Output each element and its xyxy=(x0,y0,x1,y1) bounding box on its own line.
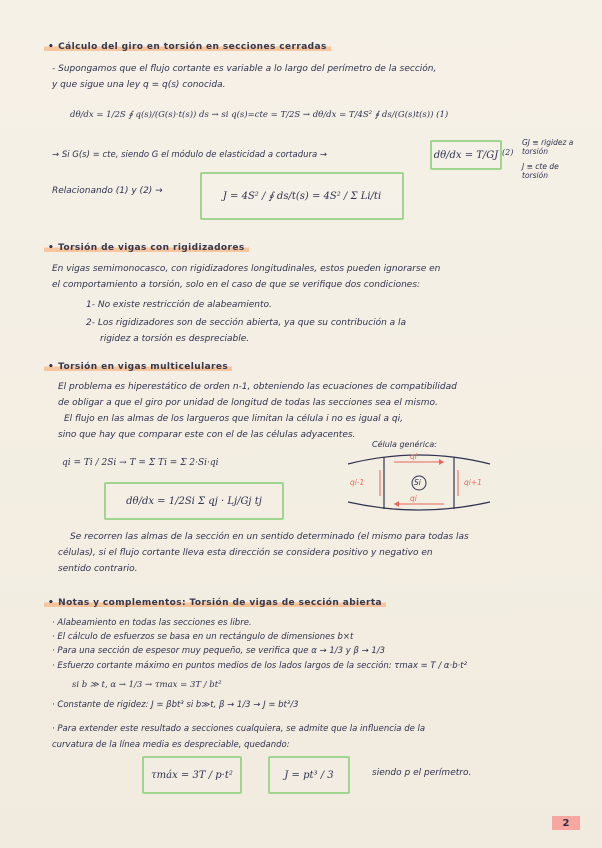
cell-label-left: qi-1 xyxy=(350,478,365,487)
box-J-formula: J = 4S² / ∮ ds/t(s) = 4S² / Σ Li/ti xyxy=(200,172,404,220)
cell-label-right: qi+1 xyxy=(464,478,482,487)
page-number: 2 xyxy=(552,816,580,830)
s3-line4: sino que hay que comparar este con el de las células adyacentes. xyxy=(58,430,356,440)
arrowhead-top xyxy=(439,459,444,465)
s3-line2: de obligar a que el giro por unidad de longitud de todas las secciones sea el mismo. xyxy=(58,398,438,408)
cell-label-bottom: qi xyxy=(410,494,417,503)
s4-note5: · Constante de rigidez: J = βbt³ si b≫t, β → 1/3 → J = bt³/3 xyxy=(52,700,299,710)
s1-line2: y que sigue una ley q = q(s) conocida. xyxy=(52,80,226,90)
s4-note1: · Alabeamiento en todas las secciones es libre. xyxy=(52,618,252,628)
s4-note6: · Para extender este resultado a secciones cualquiera, se admite que la influencia de la xyxy=(52,724,426,734)
arrowhead-bottom xyxy=(394,501,399,507)
s4-note4: · Esfuerzo cortante máximo en puntos medios de los lados largos de la sección: τmax = T / α·b·t² xyxy=(52,661,468,671)
side-note-rigidity: GJ ≡ rigidez a torsión xyxy=(522,138,574,156)
cell-label-center: Si xyxy=(414,478,421,487)
side-note-torsion-constant: J ≡ cte de torsión xyxy=(522,162,559,180)
s1-line1: - Supongamos que el flujo cortante es variable a lo largo del perímetro de la sección, xyxy=(52,64,437,74)
s3-line5: Se recorren las almas de la sección en un sentido determinado (el mismo para todas las xyxy=(70,532,469,542)
box-dtheta-T-GJ: dθ/dx = T/GJ xyxy=(430,140,502,170)
s1-relating: Relacionando (1) y (2) → xyxy=(52,186,163,196)
s2-line2: el comportamiento a torsión, solo en el caso de que se verifique dos condiciones: xyxy=(52,280,421,290)
s1-eq1: dθ/dx = 1/2S ∮ q(s)/(G(s)·t(s)) ds → si q(s)=cte = T/2S → dθ/dx = T/4S² ∮ ds/(G(s)t(s)) (1) xyxy=(70,110,449,120)
s3-line7: sentido contrario. xyxy=(58,564,138,574)
s3-line3: El flujo en las almas de los largueros que limitan la célula i no es igual a qi, xyxy=(64,414,403,424)
cell-top-skin xyxy=(348,455,490,464)
s2-line1: En vigas semimonocasco, con rigidizadores longitudinales, estos pueden ignorarse en xyxy=(52,264,441,274)
s4-note6b: curvatura de la línea media es despreciable, quedando: xyxy=(52,740,290,750)
s2-item2b: rigidez a torsión es despreciable. xyxy=(100,334,250,344)
cell-label-top: qi xyxy=(410,452,417,461)
s4-note3: · Para una sección de espesor muy pequeño, se verifica que α → 1/3 y β → 1/3 xyxy=(52,646,386,656)
s4-note4b: si b ≫ t, α → 1/3 → τmax = 3T / bt² xyxy=(72,680,222,690)
s1-eq2-tag: (2) xyxy=(502,148,514,157)
s2-item2: 2- Los rigidizadores son de sección abierta, ya que su contribución a la xyxy=(86,318,407,328)
cell-title: Célula genérica: xyxy=(372,440,437,449)
s3-eq-q: qi = Ti / 2Si → T = Σ Ti = Σ 2·Si·qi xyxy=(62,458,219,468)
cell-bottom-skin xyxy=(348,502,490,510)
box-J-open: J = pt³ / 3 xyxy=(268,756,350,794)
s3-line6: células), si el flujo cortante lleva esta dirección se considera positivo y negativo en xyxy=(58,548,433,558)
heading-closed-sections: • Cálculo del giro en torsión en secciones cerradas xyxy=(44,42,331,52)
s3-line1: El problema es hiperestático de orden n-1, obteniendo las ecuaciones de compatibilidad xyxy=(58,382,457,392)
heading-notes-open-sections: • Notas y complementos: Torsión de vigas de sección abierta xyxy=(44,598,386,608)
heading-multicell-beams: • Torsión en vigas multicelulares xyxy=(44,362,232,372)
box-tau-max: τmáx = 3T / p·t² xyxy=(142,756,242,794)
s1-eq2-text: → Si G(s) = cte, siendo G el módulo de elasticidad a cortadura → xyxy=(52,150,328,160)
heading-stiffened-beams: • Torsión de vigas con rigidizadores xyxy=(44,243,249,253)
s2-item1: 1- No existe restricción de alabeamiento. xyxy=(86,300,272,310)
box-dtheta-multicell: dθ/dx = 1/2Si Σ qj · Lj/Gj tj xyxy=(104,482,284,520)
s4-note2: · El cálculo de esfuerzos se basa en un rectángulo de dimensiones b×t xyxy=(52,632,354,642)
s4-tail: siendo p el perímetro. xyxy=(372,768,472,778)
